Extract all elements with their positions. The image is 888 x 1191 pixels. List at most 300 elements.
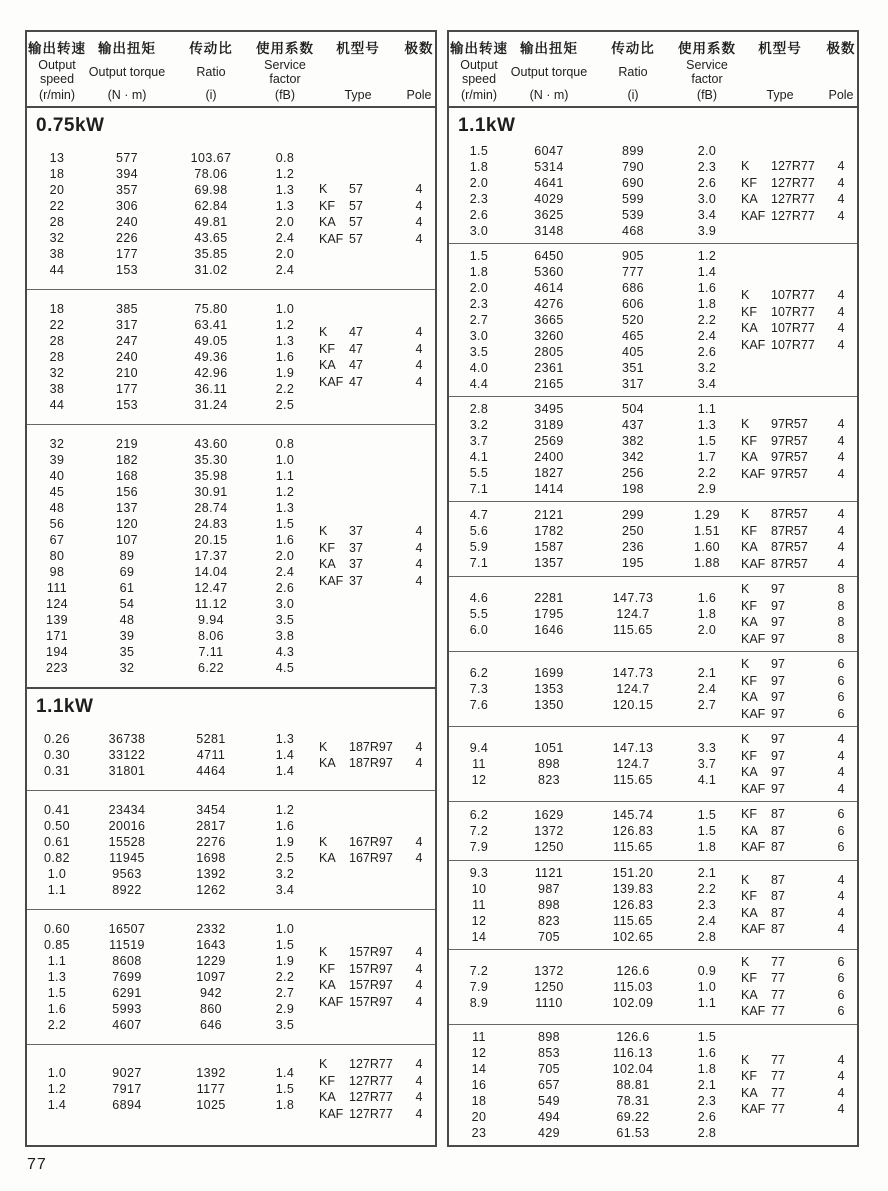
- type-row: [315, 850, 437, 867]
- output-speed-value: 0.30: [44, 748, 70, 762]
- output-speed-value: 22: [49, 318, 65, 332]
- ratio-value: 437: [621, 418, 645, 432]
- type-name: [737, 433, 823, 450]
- type-row: [315, 739, 437, 756]
- ratio-value: 115.65: [613, 773, 653, 787]
- type-prefix: KF: [741, 523, 757, 538]
- ratio-value: 42.96: [194, 366, 228, 380]
- output-torque-value: 8608: [112, 954, 142, 968]
- service-factor-value: 1.5: [697, 823, 717, 838]
- output-speed-value: 0.85: [44, 938, 70, 952]
- type-model: 157R97: [349, 978, 393, 992]
- service-factor-value: 1.0: [697, 979, 717, 994]
- output-speed-value: 13: [49, 151, 65, 165]
- ratio-value: 777: [621, 265, 645, 279]
- pole-value: 4: [415, 1057, 423, 1071]
- service-factor-value: 1.4: [275, 1066, 295, 1080]
- table-row: [449, 191, 737, 207]
- ratio-value: 78.06: [194, 167, 228, 181]
- output-torque-value: 4607: [112, 1018, 142, 1032]
- ratio-value: 3454: [196, 803, 226, 817]
- type-name: [737, 158, 823, 175]
- output-torque-value: 137: [115, 501, 139, 515]
- output-torque-value: 1372: [534, 963, 564, 978]
- type-row: [315, 341, 437, 358]
- ratio-value: 1262: [196, 883, 226, 897]
- header-unit: (fB): [696, 88, 718, 102]
- type-prefix: KA: [319, 756, 336, 770]
- header-unit: (r/min): [38, 88, 76, 102]
- type-row: [737, 872, 859, 889]
- type-model: 127R77: [771, 208, 815, 223]
- header-label-zh: 传动比: [189, 41, 233, 56]
- power-section: [27, 687, 435, 1133]
- header-label-zh: 输出扭矩: [520, 41, 578, 56]
- type-name: [315, 961, 401, 978]
- output-torque-value: 11945: [109, 851, 145, 865]
- gear-group: [449, 139, 857, 243]
- type-name: [737, 539, 823, 556]
- ratio-value: 599: [621, 192, 645, 206]
- service-factor-value: 1.88: [694, 556, 720, 570]
- table-row: [449, 465, 737, 481]
- table-row: [449, 481, 737, 497]
- type-model: 97R57: [771, 417, 808, 431]
- table-row: [449, 622, 737, 638]
- type-row: [737, 987, 859, 1004]
- output-speed-value: 4.4: [469, 377, 489, 391]
- ratio-value: 606: [621, 297, 645, 311]
- output-torque-value: 247: [115, 334, 139, 348]
- output-speed-value: 28: [49, 350, 65, 364]
- table-row: [27, 516, 315, 532]
- output-torque-value: 33122: [108, 748, 146, 762]
- ratio-value: 31.02: [194, 263, 228, 277]
- service-factor-value: 2.7: [697, 698, 717, 712]
- service-factor-value: 2.5: [275, 851, 295, 865]
- type-model: 37: [349, 524, 363, 538]
- table-row: [27, 985, 315, 1001]
- type-name: [737, 1101, 823, 1118]
- output-speed-value: 32: [49, 231, 65, 245]
- header-label-en: Ratio: [196, 64, 226, 79]
- header-cell: [509, 37, 589, 102]
- output-torque-value: 177: [115, 382, 139, 396]
- output-torque-value: 7917: [112, 1082, 142, 1096]
- type-prefix: K: [741, 657, 750, 671]
- type-row: [737, 506, 859, 523]
- output-torque-value: 20016: [108, 819, 146, 833]
- output-speed-value: 0.31: [44, 764, 70, 778]
- power-section: [27, 108, 435, 687]
- data-rows: [27, 150, 315, 278]
- type-model: 37: [349, 540, 363, 555]
- type-model: 97: [771, 732, 785, 746]
- table-row: [449, 823, 737, 839]
- service-factor-value: 2.0: [697, 623, 717, 637]
- output-torque-value: 1587: [534, 540, 564, 554]
- spec-table-panel: [25, 30, 437, 1147]
- section-title: 1.1kW: [458, 115, 516, 136]
- service-factor-value: 1.6: [275, 350, 295, 364]
- output-speed-value: 7.1: [469, 556, 489, 570]
- type-row: [737, 954, 859, 971]
- type-row: [737, 433, 859, 450]
- output-torque-value: 5314: [534, 160, 564, 174]
- output-speed-value: 7.6: [469, 698, 489, 712]
- gear-group: [27, 1044, 435, 1133]
- output-speed-value: 0.61: [44, 835, 70, 849]
- service-factor-value: 2.4: [275, 263, 295, 277]
- pole-value: 4: [837, 417, 845, 431]
- type-name: [315, 214, 401, 231]
- type-model: 97: [771, 582, 785, 596]
- service-factor-value: 1.8: [697, 607, 717, 621]
- gear-group: [27, 720, 435, 790]
- ratio-value: 942: [199, 986, 223, 1000]
- output-speed-value: 18: [471, 1093, 487, 1108]
- service-factor-value: 1.1: [697, 995, 717, 1010]
- pole-value: 4: [415, 756, 423, 770]
- type-name: [737, 337, 823, 354]
- table-row: [27, 969, 315, 985]
- output-torque-value: 240: [115, 215, 139, 229]
- type-prefix: KAF: [741, 706, 766, 721]
- ratio-value: 1643: [196, 938, 226, 952]
- output-torque-value: 1250: [534, 839, 564, 854]
- service-factor-value: 2.6: [275, 581, 295, 595]
- gear-group: [449, 576, 857, 651]
- table-header: [449, 32, 857, 108]
- table-row: [449, 606, 737, 622]
- pole-value: 4: [837, 732, 845, 746]
- table-row: [27, 1081, 315, 1097]
- gear-group: [449, 949, 857, 1024]
- header-cell: [589, 37, 677, 102]
- service-factor-value: 1.3: [275, 732, 295, 746]
- output-torque-value: 153: [115, 398, 139, 412]
- table-row: [27, 953, 315, 969]
- type-name: [315, 850, 401, 867]
- type-row: [737, 1003, 859, 1020]
- output-torque-value: 823: [537, 913, 561, 928]
- pole-value: 6: [837, 987, 845, 1002]
- output-speed-value: 18: [49, 167, 65, 181]
- type-list: [737, 287, 859, 353]
- service-factor-value: 2.7: [275, 986, 295, 1000]
- type-model: 167R97: [349, 851, 393, 865]
- output-speed-value: 5.5: [469, 466, 489, 480]
- output-torque-value: 3260: [534, 329, 564, 343]
- pole-value: 4: [415, 1073, 423, 1088]
- output-speed-value: 38: [49, 382, 65, 396]
- output-torque-value: 6047: [534, 144, 564, 158]
- type-row: [737, 748, 859, 765]
- type-row: [315, 556, 437, 573]
- output-torque-value: 2165: [534, 377, 564, 391]
- pole-value: 4: [415, 540, 423, 555]
- table-row: [27, 564, 315, 580]
- gear-group: [449, 1024, 857, 1145]
- service-factor-value: 1.3: [275, 199, 295, 213]
- data-rows: [449, 1029, 737, 1141]
- output-torque-value: 1051: [534, 741, 564, 755]
- type-model: 107R77: [771, 321, 815, 335]
- ratio-value: 151.20: [612, 865, 654, 880]
- table-row: [449, 376, 737, 392]
- output-speed-value: 11: [472, 1029, 486, 1044]
- type-model: 37: [349, 573, 363, 588]
- type-prefix: K: [319, 945, 328, 959]
- type-row: [737, 449, 859, 466]
- table-row: [27, 731, 315, 747]
- type-name: [737, 987, 823, 1004]
- pole-value: 8: [837, 598, 845, 613]
- ratio-value: 6.22: [198, 661, 224, 675]
- type-name: [315, 231, 401, 248]
- output-speed-value: 20: [471, 1109, 487, 1124]
- table-row: [449, 143, 737, 159]
- output-speed-value: 14: [471, 1061, 487, 1076]
- header-cell: [401, 37, 437, 102]
- pole-value: 6: [837, 807, 845, 821]
- ratio-value: 9.94: [198, 613, 224, 627]
- type-row: [737, 556, 859, 573]
- output-torque-value: 657: [537, 1077, 561, 1092]
- ratio-value: 49.36: [194, 350, 228, 364]
- data-rows: [449, 807, 737, 855]
- service-factor-value: 1.6: [697, 281, 717, 295]
- output-speed-value: 171: [45, 629, 69, 643]
- ratio-value: 195: [621, 556, 645, 570]
- type-prefix: KA: [741, 690, 758, 704]
- service-factor-value: 1.5: [697, 1029, 717, 1044]
- output-torque-value: 2121: [534, 508, 564, 522]
- service-factor-value: 1.4: [275, 764, 295, 778]
- output-torque-value: 15528: [108, 835, 146, 849]
- gear-group: [449, 651, 857, 726]
- service-factor-value: 0.9: [697, 963, 717, 978]
- spec-table-panel: [447, 30, 859, 1147]
- header-cell: [823, 37, 859, 102]
- header-unit: (i): [205, 88, 217, 102]
- table-row: [449, 344, 737, 360]
- type-model: 97: [771, 615, 785, 629]
- service-factor-value: 1.5: [275, 517, 295, 531]
- ratio-value: 139.83: [612, 881, 654, 896]
- pole-value: 4: [837, 872, 845, 887]
- type-prefix: KA: [741, 823, 758, 838]
- type-list: [737, 1052, 859, 1118]
- table-row: [449, 312, 737, 328]
- type-prefix: K: [741, 732, 750, 746]
- output-torque-value: 156: [115, 485, 139, 499]
- service-factor-value: 1.1: [697, 402, 717, 416]
- output-torque-value: 1629: [534, 807, 564, 822]
- type-name: [737, 523, 823, 540]
- type-row: [315, 1089, 437, 1106]
- table-row: [27, 317, 315, 333]
- header-cell: [677, 37, 737, 102]
- output-torque-value: 5360: [534, 265, 564, 279]
- ratio-value: 4711: [196, 748, 226, 762]
- table-row: [449, 756, 737, 772]
- service-factor-value: 1.3: [697, 418, 717, 432]
- pole-value: 4: [837, 337, 845, 352]
- table-row: [27, 866, 315, 882]
- ratio-value: 35.98: [194, 469, 228, 483]
- output-speed-value: 1.8: [469, 160, 489, 174]
- type-model: 127R77: [771, 175, 815, 190]
- service-factor-value: 1.51: [694, 524, 720, 538]
- pole-value: 4: [415, 182, 423, 196]
- type-row: [315, 994, 437, 1011]
- ratio-value: 8.06: [198, 629, 224, 643]
- output-torque-value: 2361: [534, 361, 564, 375]
- power-section: [449, 108, 857, 1145]
- table-row: [449, 913, 737, 929]
- output-torque-value: 898: [537, 897, 561, 912]
- type-model: 77: [771, 1069, 785, 1083]
- type-row: [315, 1106, 437, 1123]
- pole-value: 6: [837, 1004, 845, 1018]
- table-row: [27, 532, 315, 548]
- ratio-value: 5281: [196, 732, 226, 746]
- output-torque-value: 39: [119, 629, 135, 643]
- table-row: [27, 333, 315, 349]
- pole-value: 4: [415, 358, 423, 372]
- ratio-value: 12.47: [194, 581, 228, 595]
- data-rows: [27, 731, 315, 779]
- type-row: [737, 175, 859, 192]
- type-model: 87R57: [771, 523, 808, 538]
- type-model: 127R77: [349, 1057, 393, 1071]
- type-name: [737, 731, 823, 748]
- type-model: 87: [771, 905, 785, 920]
- type-row: [737, 1101, 859, 1118]
- type-prefix: KAF: [741, 631, 766, 646]
- table-row: [449, 555, 737, 571]
- table-header: [27, 32, 435, 108]
- output-torque-value: 385: [115, 302, 139, 316]
- service-factor-value: 1.0: [275, 302, 295, 316]
- output-speed-value: 1.4: [47, 1098, 67, 1112]
- data-rows: [27, 802, 315, 898]
- ratio-value: 145.74: [612, 807, 654, 822]
- ratio-value: 468: [621, 224, 645, 238]
- output-speed-value: 7.9: [469, 979, 489, 994]
- service-factor-value: 4.1: [697, 773, 717, 787]
- type-row: [737, 673, 859, 690]
- output-torque-value: 6291: [112, 986, 142, 1000]
- service-factor-value: 1.0: [275, 922, 295, 936]
- ratio-value: 4464: [196, 764, 226, 778]
- type-name: [737, 839, 823, 856]
- header-unit: Type: [344, 88, 372, 102]
- ratio-value: 62.84: [194, 199, 228, 213]
- header-cell: [87, 37, 167, 102]
- type-prefix: KA: [741, 540, 758, 554]
- table-row: [449, 1045, 737, 1061]
- ratio-value: 1177: [196, 1082, 226, 1096]
- type-prefix: KA: [319, 978, 336, 992]
- header-unit: (N · m): [529, 88, 569, 102]
- ratio-value: 147.13: [612, 741, 654, 755]
- output-torque-value: 494: [537, 1109, 561, 1124]
- output-torque-value: 1350: [534, 698, 564, 712]
- output-torque-value: 4641: [534, 176, 564, 190]
- type-list: [315, 181, 437, 247]
- service-factor-value: 4.3: [275, 645, 295, 659]
- type-row: [737, 208, 859, 225]
- output-torque-value: 705: [537, 929, 561, 944]
- type-model: 87: [771, 807, 785, 821]
- output-speed-value: 80: [49, 549, 65, 563]
- output-torque-value: 6894: [112, 1098, 142, 1112]
- type-list: [315, 1056, 437, 1122]
- type-prefix: K: [741, 288, 750, 302]
- type-name: [737, 191, 823, 208]
- output-speed-value: 67: [49, 533, 65, 547]
- type-prefix: KA: [741, 321, 758, 335]
- pole-value: 4: [837, 433, 845, 448]
- output-torque-value: 853: [537, 1045, 561, 1060]
- output-torque-value: 48: [119, 613, 135, 627]
- type-list: [737, 416, 859, 482]
- pole-value: 4: [415, 325, 423, 339]
- type-row: [737, 970, 859, 987]
- output-speed-value: 32: [49, 437, 65, 451]
- output-torque-value: 2569: [534, 434, 564, 448]
- header-label-zh: 极数: [404, 41, 434, 56]
- type-row: [315, 961, 437, 978]
- type-list: [737, 872, 859, 938]
- header-unit: Type: [766, 88, 794, 102]
- pole-value: 4: [837, 540, 845, 554]
- output-torque-value: 7699: [112, 970, 142, 984]
- ratio-value: 115.65: [613, 623, 653, 637]
- pole-value: 6: [837, 657, 845, 671]
- type-prefix: K: [319, 325, 328, 339]
- pole-value: 4: [415, 573, 423, 588]
- service-factor-value: 2.6: [697, 345, 717, 359]
- service-factor-value: 2.3: [697, 1093, 717, 1108]
- type-model: 77: [771, 1004, 785, 1018]
- pole-value: 4: [415, 1106, 423, 1121]
- header-label-en: Service factor: [264, 57, 306, 86]
- data-rows: [449, 665, 737, 713]
- type-name: [315, 994, 401, 1011]
- pole-value: 6: [837, 690, 845, 704]
- pole-value: 8: [837, 582, 845, 596]
- output-speed-value: 8.9: [469, 995, 489, 1010]
- output-torque-value: 1795: [534, 607, 564, 621]
- type-list: [737, 581, 859, 647]
- gear-group: [27, 424, 435, 687]
- pole-value: 4: [837, 450, 845, 464]
- type-row: [315, 834, 437, 851]
- data-rows: [449, 963, 737, 1011]
- ratio-value: 860: [199, 1002, 223, 1016]
- ratio-value: 49.05: [194, 334, 228, 348]
- type-row: [315, 198, 437, 215]
- type-model: 47: [349, 325, 363, 339]
- table-row: [27, 1097, 315, 1113]
- type-prefix: KAF: [319, 374, 344, 389]
- type-model: 37: [349, 557, 363, 571]
- table-row: [27, 381, 315, 397]
- type-model: 77: [771, 971, 785, 985]
